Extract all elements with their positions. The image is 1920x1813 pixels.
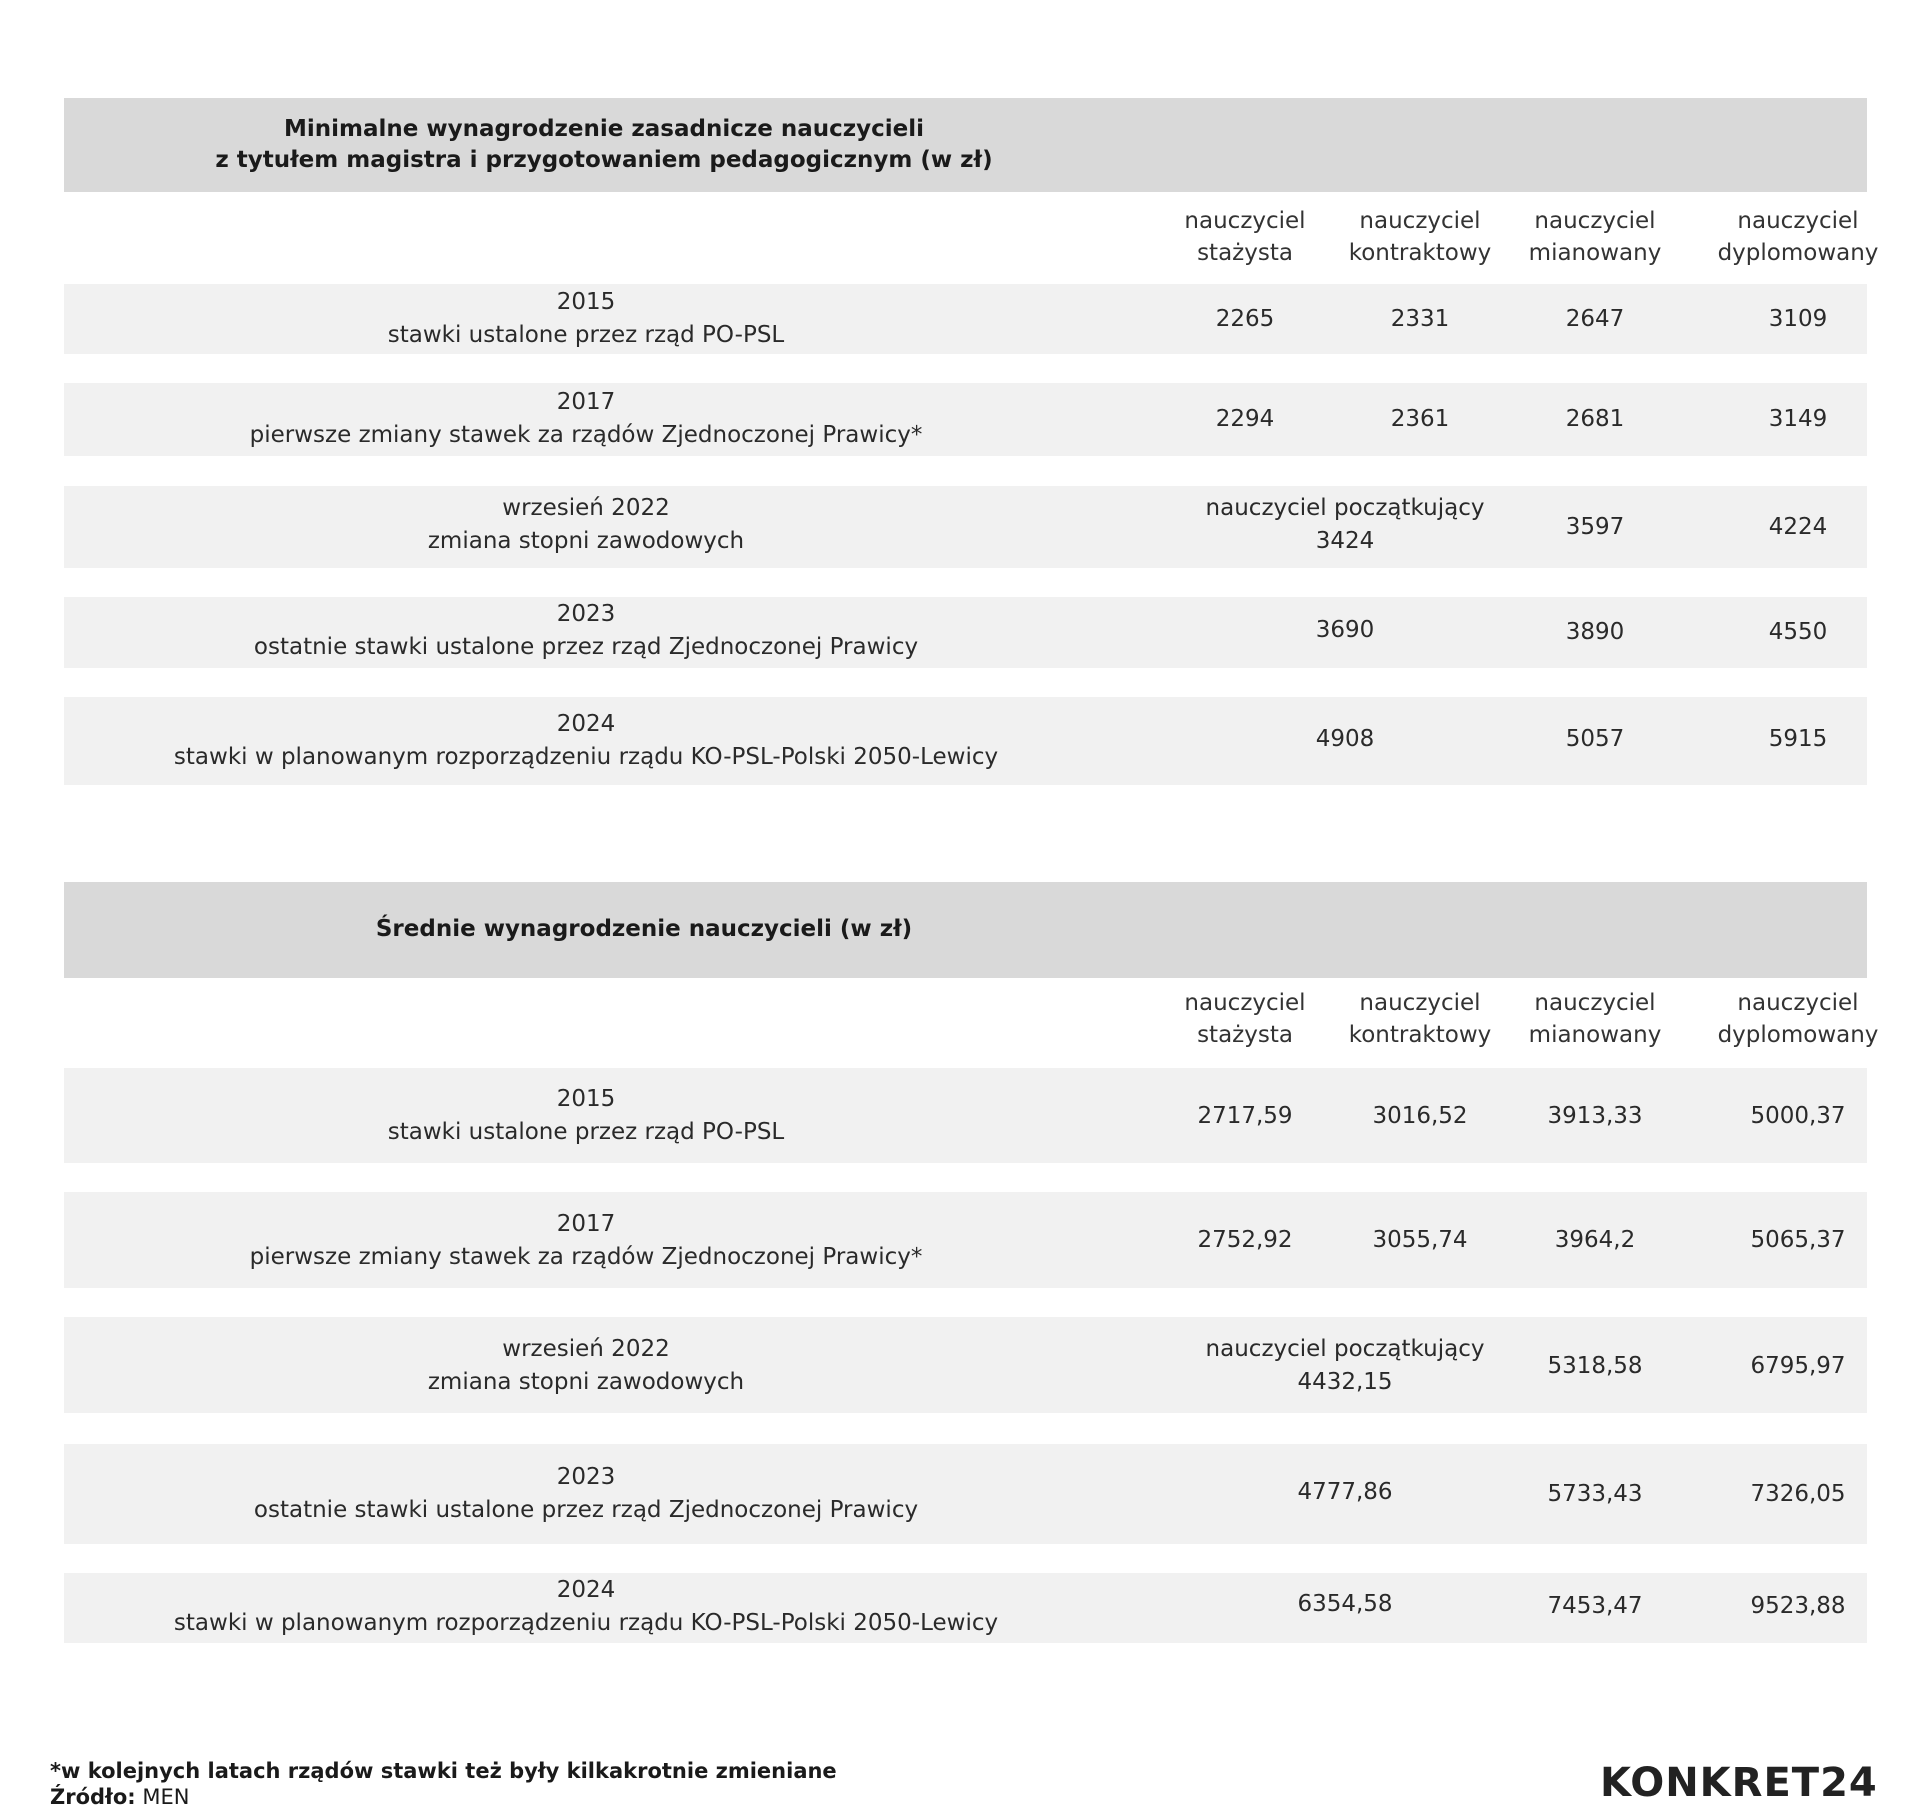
cell-value: 2717,59 bbox=[1197, 1103, 1293, 1129]
column-header-kontraktowy: nauczyciel kontraktowy bbox=[1348, 990, 1492, 1048]
table-minimum-salary-last-row bbox=[64, 0, 1867, 800]
cell-value: 2361 bbox=[1390, 406, 1450, 432]
row-label: wrzesień 2022 zmiana stopni zawodowych bbox=[427, 1336, 745, 1395]
cell-value: 3964,2 bbox=[1554, 1227, 1636, 1253]
row-label: 2017 pierwsze zmiany stawek za rządów Zjednoczonej Prawicy* bbox=[249, 1211, 923, 1270]
konkret24-logo-icon bbox=[1600, 1752, 1880, 1802]
source-value: MEN bbox=[142, 1785, 190, 1809]
cell-value: 6795,97 bbox=[1750, 1353, 1846, 1379]
cell-value: 2294 bbox=[1215, 406, 1275, 432]
column-header-dyplomowany: nauczyciel dyplomowany bbox=[1717, 990, 1879, 1048]
table-title: Minimalne wynagrodzenie zasadnicze nauczycieli z tytułem magistra i przygotowaniem pedagogicznym (w zł) bbox=[215, 116, 993, 173]
cell-value: 4550 bbox=[1768, 619, 1828, 645]
row-label: 2024 stawki w planowanym rozporządzeniu rządu KO-PSL-Polski 2050-Lewicy bbox=[173, 711, 999, 770]
table-title: Średnie wynagrodzenie nauczycieli (w zł) bbox=[375, 916, 913, 942]
column-header-mianowany: nauczyciel mianowany bbox=[1528, 208, 1662, 266]
row-label: 2015 stawki ustalone przez rząd PO-PSL bbox=[387, 1086, 785, 1145]
footer bbox=[50, 1758, 837, 1810]
cell-value: 5733,43 bbox=[1547, 1481, 1643, 1507]
cell-value: 2265 bbox=[1215, 306, 1275, 332]
cell-value: 2681 bbox=[1565, 406, 1625, 432]
merged-cell: nauczyciel początkujący 4432,15 bbox=[1205, 1336, 1485, 1395]
cell-value: 2647 bbox=[1565, 306, 1625, 332]
footnote: *w kolejnych latach rządów stawki też były kilkakrotnie zmieniane bbox=[50, 1759, 837, 1783]
merged-cell: 4777,86 bbox=[1297, 1479, 1393, 1505]
cell-value: 2752,92 bbox=[1197, 1227, 1293, 1253]
cell-value: 3149 bbox=[1768, 406, 1828, 432]
column-header-mianowany: nauczyciel mianowany bbox=[1528, 990, 1662, 1048]
cell-value: 3913,33 bbox=[1547, 1103, 1643, 1129]
source-label: Źródło: bbox=[50, 1785, 136, 1809]
merged-cell: nauczyciel początkujący 3424 bbox=[1205, 495, 1485, 554]
row-label: 2024 stawki w planowanym rozporządzeniu rządu KO-PSL-Polski 2050-Lewicy bbox=[173, 1577, 999, 1636]
row-label: wrzesień 2022 zmiana stopni zawodowych bbox=[427, 495, 745, 554]
column-header-stazysta: nauczyciel stażysta bbox=[1184, 990, 1306, 1048]
source-line bbox=[50, 1784, 837, 1810]
cell-value: 3109 bbox=[1768, 306, 1828, 332]
cell-value: 5000,37 bbox=[1750, 1103, 1846, 1129]
cell-value: 5915 bbox=[1768, 726, 1828, 752]
column-header-dyplomowany: nauczyciel dyplomowany bbox=[1717, 208, 1879, 266]
logo-text: KONKRET24 bbox=[1600, 1760, 1878, 1802]
merged-cell: 6354,58 bbox=[1297, 1591, 1393, 1617]
cell-value: 2331 bbox=[1390, 306, 1450, 332]
cell-value: 7326,05 bbox=[1750, 1481, 1846, 1507]
cell-value: 5057 bbox=[1565, 726, 1625, 752]
cell-value: 3890 bbox=[1565, 619, 1625, 645]
cell-value: 3597 bbox=[1565, 514, 1625, 540]
merged-cell: 3690 bbox=[1315, 617, 1375, 643]
cell-value: 7453,47 bbox=[1547, 1593, 1643, 1619]
cell-value: 5065,37 bbox=[1750, 1227, 1846, 1253]
cell-value: 3016,52 bbox=[1372, 1103, 1468, 1129]
row-label: 2023 ostatnie stawki ustalone przez rząd Zjednoczonej Prawicy bbox=[253, 1464, 919, 1523]
konkret24-logo bbox=[1600, 1752, 1880, 1802]
table-average-salary bbox=[64, 860, 1879, 1660]
row-label: 2023 ostatnie stawki ustalone przez rząd Zjednoczonej Prawicy bbox=[253, 601, 919, 660]
row-label: 2015 stawki ustalone przez rząd PO-PSL bbox=[387, 289, 785, 348]
cell-value: 3055,74 bbox=[1372, 1227, 1468, 1253]
column-header-stazysta: nauczyciel stażysta bbox=[1184, 208, 1306, 266]
column-header-kontraktowy: nauczyciel kontraktowy bbox=[1348, 208, 1492, 266]
merged-cell: 4908 bbox=[1315, 726, 1375, 752]
cell-value: 9523,88 bbox=[1750, 1593, 1846, 1619]
cell-value: 4224 bbox=[1768, 514, 1828, 540]
row-label: 2017 pierwsze zmiany stawek za rządów Zjednoczonej Prawicy* bbox=[249, 389, 923, 448]
cell-value: 5318,58 bbox=[1547, 1353, 1643, 1379]
